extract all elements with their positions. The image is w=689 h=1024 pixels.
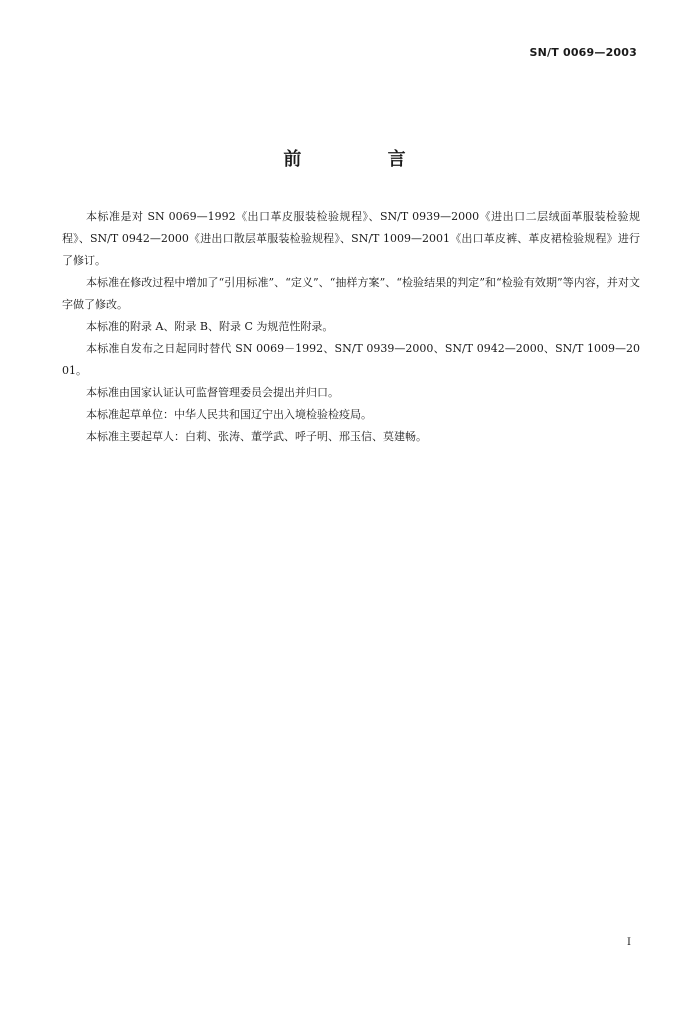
foreword-body [62, 206, 640, 448]
page-title: 前 言 [283, 149, 446, 170]
standard-code: SN/T 0069—2003 [529, 46, 637, 59]
paragraph: 本标准主要起草人：白莉、张涛、董学武、呼子明、邢玉信、莫建畅。 [86, 430, 427, 443]
paragraph: 本标准在修改过程中增加了“引用标准”、“定义”、“抽样方案”、“检验结果的判定”和“检验有效期”等内容，并对文字做了修改。 [62, 276, 640, 311]
paragraph: 本标准的附录 A、附录 B、附录 C 为规范性附录。 [86, 320, 334, 333]
paragraph: 本标准由国家认证认可监督管理委员会提出并归口。 [86, 386, 339, 399]
paragraph: 本标准起草单位：中华人民共和国辽宁出入境检验检疫局。 [86, 408, 372, 421]
page-number: I [627, 937, 631, 948]
paragraph: 本标准自发布之日起同时替代 SN 0069－1992、SN/T 0939—2000、SN/T 0942—2000、SN/T 1009—2001。 [62, 342, 640, 377]
paragraph: 本标准是对 SN 0069—1992《出口革皮服装检验规程》、SN/T 0939—2000《进出口二层绒面革服装检验规程》、SN/T 0942—2000《进出口散层革服装检验规程》、SN/T 1009—2001《出口革皮裤、革皮裙检验规程》进行了修订。 [62, 210, 640, 267]
